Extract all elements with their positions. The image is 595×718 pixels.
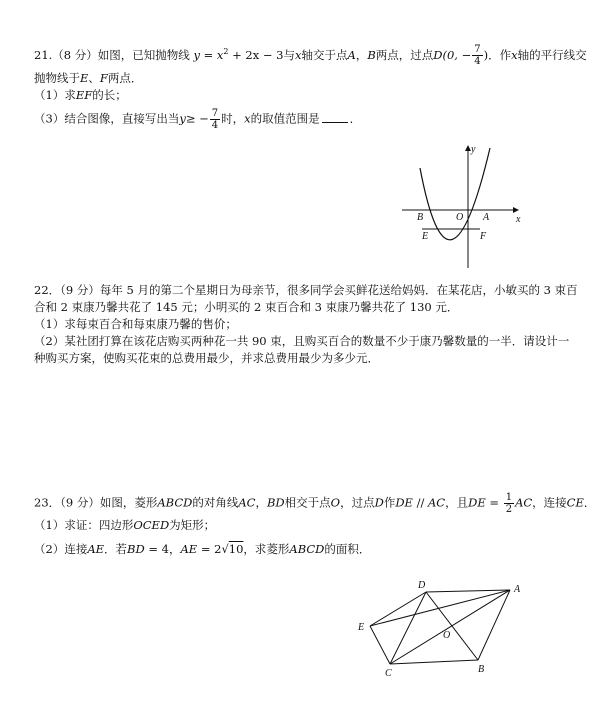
q23-half-num: 1 — [505, 492, 513, 503]
q23-label-o: O — [443, 630, 451, 641]
q21-points: （8 分） — [52, 47, 98, 62]
q21-sub3-fraction — [210, 108, 220, 131]
q23-rhombus-figure — [350, 576, 535, 680]
q21-intro: 如图，已知抛物线 — [97, 47, 190, 62]
q21-x-var2: x — [511, 47, 518, 62]
q23-sub2-ae: AE — [87, 542, 105, 556]
q23-side-ab — [478, 590, 510, 660]
q23-abcd: ABCD — [157, 495, 193, 510]
q23-sub1-oced: OCED — [133, 518, 170, 532]
q21-point-e: E — [80, 71, 89, 85]
q21-text-c: 两点，过点 — [375, 47, 434, 62]
q21-line1 — [34, 44, 587, 68]
q21-line2-sep: 、 — [88, 71, 100, 85]
q21-sub1 — [34, 87, 561, 103]
q21-fraction — [472, 44, 482, 67]
q21-frac-den: 4 — [474, 56, 481, 68]
q21-eq-x: x — [216, 47, 224, 62]
q21-sub3-b: 时， — [221, 111, 245, 126]
q21-sub3-x: x — [244, 111, 251, 126]
q21-text-b: 轴交于点 — [301, 47, 348, 62]
q21-text-d: ．作 — [488, 47, 512, 62]
q21-sub3-y: y — [179, 111, 186, 126]
q23-t5: ，且 — [445, 495, 469, 510]
q23-o: O — [330, 495, 341, 510]
q21-point-f: F — [99, 71, 108, 85]
q21-text-a: 与 — [283, 47, 295, 62]
q21-close-paren: ) — [483, 47, 489, 62]
q23-ac2: AC — [428, 495, 446, 510]
q23-equals: = — [485, 495, 503, 510]
q23-sub2-sqrt: 10 — [228, 542, 244, 556]
q21-point-d: D(0, − — [433, 47, 472, 62]
q23-sub2-ae2: AE — [180, 542, 198, 556]
q21-line2-a: 抛物线于 — [34, 71, 80, 85]
q23-ac: AC — [238, 495, 256, 510]
q23-de2: DE — [468, 495, 486, 510]
q23-half-fraction — [504, 492, 514, 515]
q23-sub2-bd: BD — [127, 542, 145, 556]
q21-label-f: F — [480, 231, 487, 242]
q21-sub3 — [34, 108, 561, 131]
sqrt-symbol: √ — [221, 542, 229, 556]
q21-label-e: E — [422, 231, 429, 242]
q23-bd: BD — [266, 495, 285, 510]
q23-segment-ce — [370, 626, 390, 664]
q23-d: D — [374, 495, 384, 510]
q23-parallel: // — [412, 495, 428, 510]
q21-line2 — [34, 70, 561, 86]
q21-label-b: B — [417, 212, 424, 223]
q21-label-o: O — [456, 212, 464, 223]
q22-sub2b: 种购买方案，使购买花束的总费用最少，并求总费用最少为多少元． — [34, 351, 379, 365]
q23-t2: 相交于点 — [284, 495, 331, 510]
q21-parabola-figure — [398, 140, 533, 270]
q23-t6: ，连接 — [532, 495, 567, 510]
q23-label-d: D — [418, 580, 426, 591]
q22-sub1: （1）求每束百合和每束康乃馨的售价； — [34, 317, 237, 331]
q23-sub2-f: 的面积． — [324, 542, 371, 556]
q23-sub1 — [34, 517, 561, 533]
q21-line2-b: 两点． — [107, 71, 143, 85]
q23-sep: ， — [255, 495, 267, 510]
q22-sub2: （2）某社团打算在该花店购买两种花一共 90 束，且购买百合的数量不少于康乃馨数量的一半．请设计一 — [34, 334, 570, 348]
q21-sub3-c: 的取值范围是 — [250, 111, 320, 126]
q21-sub3-a: （3）结合图像，直接写出当 — [34, 111, 180, 126]
q21-x-var: x — [295, 47, 302, 62]
q23-half-den: 2 — [505, 504, 513, 515]
q23-label-b: B — [478, 664, 485, 675]
q23-de: DE — [395, 495, 413, 510]
q21-point-b: B — [367, 47, 376, 62]
q21-sub1-label: （1）求 — [34, 88, 76, 102]
q21-sub3-ge: ≥ − — [185, 111, 209, 126]
q22-line2: 合和 2 束康乃馨共花了 145 元；小明买的 2 束百合和 3 束康乃馨共花了 130 元． — [34, 300, 459, 314]
q23-sub2 — [34, 541, 561, 557]
q23-sub2-a: （2）连接 — [34, 542, 88, 556]
q21-eq-y: y — [193, 47, 200, 62]
q23-ce: CE — [566, 495, 584, 510]
q21-eq-equals: = — [199, 47, 217, 62]
q23-label-c: C — [385, 668, 392, 679]
q23-ac3: AC — [515, 495, 533, 510]
q21-frac-num: 7 — [474, 44, 481, 56]
q21-parabola-curve — [420, 148, 490, 240]
q23-side-da — [426, 590, 510, 592]
q23-sub2-abcd: ABCD — [289, 542, 325, 556]
q23-sub1-b: 为矩形； — [169, 518, 216, 532]
q23-sub2-b: ．若 — [104, 542, 128, 556]
q21-sub1-end: 的长； — [92, 88, 127, 102]
q21-label-y: y — [471, 144, 476, 155]
q21-eq-rest: + 2x − 3 — [228, 47, 284, 62]
q23-side-bc — [390, 660, 478, 664]
q21-eq-sup: 2 — [223, 47, 229, 56]
q22-line1: 22．（9 分）每年 5 月的第二个星期日为母亲节，很多同学会买鲜花送给妈妈．在某花店，小敏买的 3 束百 — [34, 283, 578, 297]
q21-sub3-frac-den: 4 — [211, 120, 219, 131]
q21-label-a: A — [483, 212, 490, 223]
q21-sep: ， — [355, 47, 368, 62]
q23-segment-ae — [370, 590, 510, 626]
q21-sub3-end: ． — [349, 111, 362, 126]
q21-point-a: A — [347, 47, 356, 62]
q21-label-x: x — [516, 214, 521, 225]
q23-sub2-c: = 4， — [144, 542, 181, 556]
answer-blank[interactable] — [322, 121, 348, 123]
q21-text-e: 轴的平行线交 — [517, 47, 587, 62]
q23-diagonal-bd — [426, 592, 478, 660]
q23-intro: 23．（9 分）如图，菱形 — [34, 495, 158, 510]
q23-sub2-d: = 2 — [197, 542, 222, 556]
q21-sub3-frac-num: 7 — [211, 108, 219, 119]
q23-sub2-e: ，求菱形 — [243, 542, 290, 556]
q23-t3: ，过点 — [340, 495, 375, 510]
q23-sub1-a: （1）求证：四边形 — [34, 518, 134, 532]
q21-number: 21. — [34, 47, 53, 62]
q23-label-e: E — [358, 622, 365, 633]
q23-label-a: A — [514, 584, 521, 595]
q23-line1 — [34, 492, 595, 515]
q21-sub1-ef: EF — [75, 88, 93, 102]
q23-t4: 作 — [383, 495, 396, 510]
q23-t7: ． — [583, 495, 595, 510]
q23-t1: 的对角线 — [192, 495, 239, 510]
